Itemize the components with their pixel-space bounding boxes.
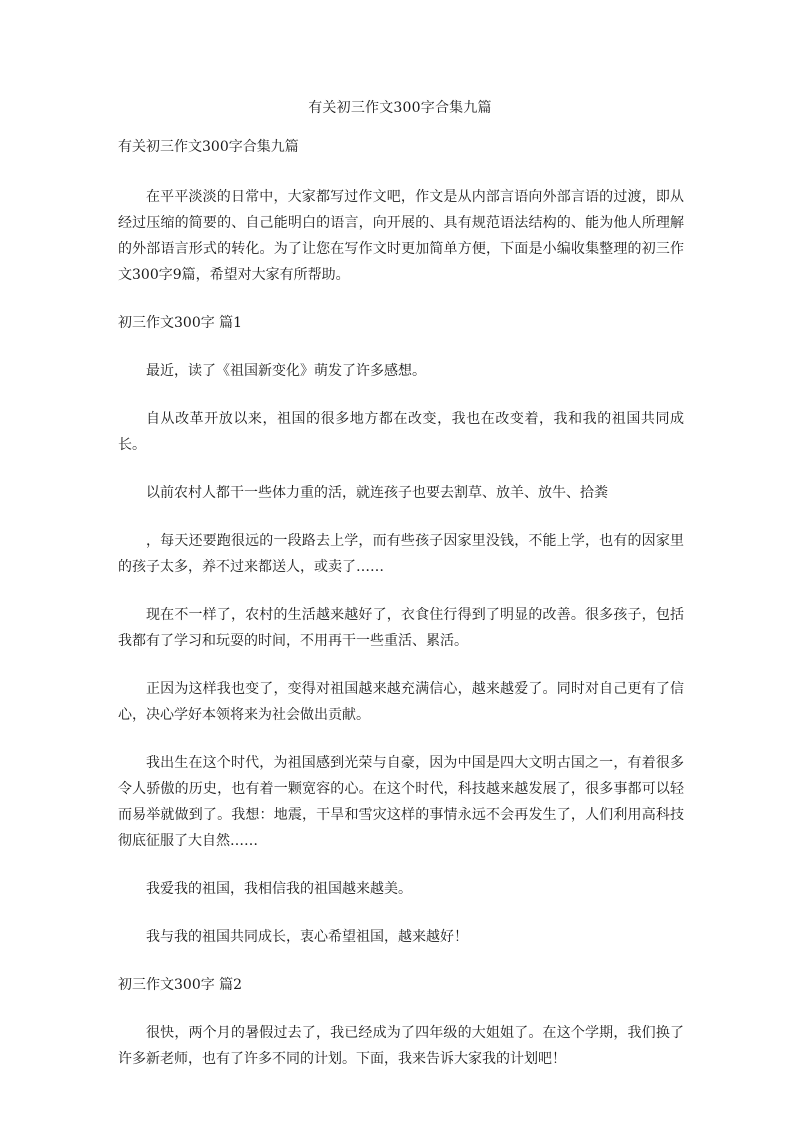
document-subtitle: 有关初三作文300字合集九篇 (118, 139, 299, 155)
paragraph: 我与我的祖国共同成长，衷心希望祖国，越来越好！ (146, 929, 468, 945)
paragraph: ，每天还要跑很远的一段路去上学，而有些孩子因家里没钱，不能上学，也有的因家里的孩子太多，养不过来都送人，或卖了…… (118, 533, 684, 575)
paragraph: 以前农村人都干一些体力重的活，就连孩子也要去割草、放羊、放牛、拾粪 (146, 485, 608, 501)
paragraph: 自从改革开放以来，祖国的很多地方都在改变，我也在改变着，我和我的祖国共同成长。 (118, 411, 684, 453)
paragraph: 很快，两个月的暑假过去了，我已经成为了四年级的大姐姐了。在这个学期，我们换了许多新老师，也有了许多不同的计划。下面，我来告诉大家我的计划吧！ (118, 1025, 684, 1067)
document-title: 有关初三作文300字合集九篇 (308, 100, 492, 116)
paragraph: 我出生在这个时代，为祖国感到光荣与自豪，因为中国是四大文明古国之一，有着很多令人骄傲的历史，也有着一颗宽容的心。在这个时代，科技越来越发展了，很多事都可以轻而易举就做到了。我想：地震，干旱和雪灾这样的事情永远不会再发生了，人们利用高科技彻底征服了大自然…… (118, 755, 684, 849)
paragraph: 正因为这样我也变了，变得对祖国越来越充满信心，越来越爱了。同时对自己更有了信心，决心学好本领将来为社会做出贡献。 (118, 681, 684, 723)
paragraph: 现在不一样了，农村的生活越来越好了，衣食住行得到了明显的改善。很多孩子，包括我都有了学习和玩耍的时间，不用再干一些重活、累活。 (118, 607, 684, 649)
section-heading-1: 初三作文300字 篇1 (118, 315, 243, 331)
intro-paragraph: 在平平淡淡的日常中，大家都写过作文吧，作文是从内部言语向外部言语的过渡，即从经过压缩的简要的、自己能明白的语言，向开展的、具有规范语法结构的、能为他人所理解的外部语言形式的转化。为了让您在写作文时更加简单方便，下面是小编收集整理的初三作文300字9篇，希望对大家有所帮助。 (118, 189, 684, 283)
paragraph: 最近，读了《祖国新变化》萌发了许多感想。 (146, 363, 426, 379)
document-body (118, 134, 684, 1072)
section-heading-2: 初三作文300字 篇2 (118, 977, 243, 993)
paragraph: 我爱我的祖国，我相信我的祖国越来越美。 (146, 881, 412, 897)
